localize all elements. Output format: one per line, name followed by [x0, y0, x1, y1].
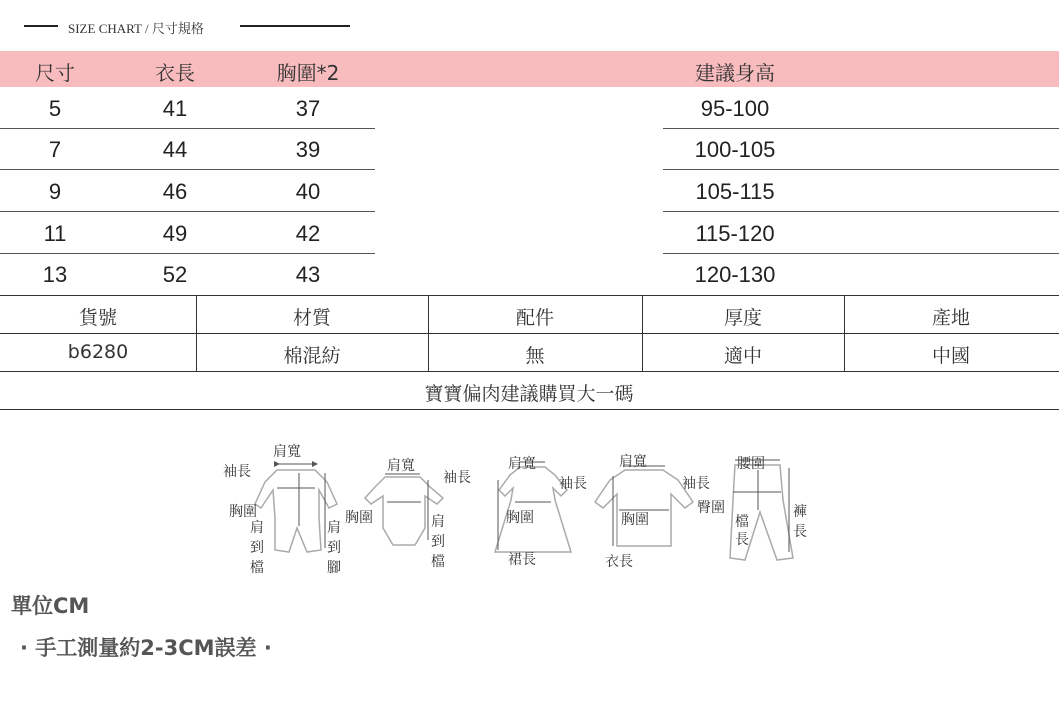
- size-advice-note: 寶寶偏肉建議購買大一碼: [424, 383, 634, 405]
- row-divider: [663, 211, 1059, 212]
- pants-hip-label: 臀圍: [697, 500, 725, 516]
- pants-length-char: 褲: [793, 504, 807, 520]
- romper-foot-char: 到: [327, 540, 341, 556]
- top-length-label: 衣長: [605, 554, 633, 570]
- measurement-diagram: [215, 440, 815, 580]
- size-advice-row: [0, 372, 1059, 410]
- chest-cell: 37: [295, 96, 321, 121]
- top-sleeve-label: 袖長: [682, 476, 710, 492]
- measurement-error-note: · 手工測量約2-3CM誤差 ·: [20, 636, 272, 660]
- column-divider: [196, 334, 197, 371]
- info-value-material: 棉混紡: [283, 345, 341, 367]
- info-header-item-no: 貨號: [78, 307, 118, 329]
- info-header-thickness: 厚度: [723, 307, 763, 329]
- column-divider: [642, 334, 643, 371]
- info-value-item-no: b6280: [67, 341, 129, 363]
- dress-length-label: 裙長: [508, 552, 536, 568]
- bodysuit-sleeve-label: 袖長: [443, 470, 471, 486]
- header-rule-right: [240, 25, 350, 27]
- column-divider: [844, 334, 845, 371]
- bodysuit-crotch-char: 肩: [431, 514, 445, 530]
- length-cell: 46: [162, 179, 188, 204]
- pants-length-char: 長: [793, 524, 807, 540]
- bodysuit-crotch-char: 檔: [431, 554, 445, 570]
- dress-shoulder-label: 肩寬: [508, 456, 536, 472]
- size-table-header: [0, 51, 1059, 87]
- romper-foot-char: 肩: [327, 520, 341, 536]
- size-cell: 11: [43, 221, 67, 246]
- chest-cell: 39: [295, 137, 321, 162]
- info-header-material: 材質: [292, 307, 332, 329]
- romper-sleeve-label: 袖長: [223, 464, 251, 480]
- top-shoulder-label: 肩寬: [619, 454, 647, 470]
- column-divider: [844, 296, 845, 333]
- length-cell: 41: [162, 96, 188, 121]
- column-divider: [428, 296, 429, 333]
- pants-waist-label: 腰圍: [737, 456, 765, 472]
- height-cell: 100-105: [694, 137, 776, 162]
- romper-shoulder-label: 肩寬: [273, 444, 301, 460]
- unit-label: 單位CM: [11, 594, 90, 618]
- info-header-origin: 產地: [931, 307, 971, 329]
- info-value-thickness: 適中: [723, 345, 763, 367]
- size-cell: 13: [42, 262, 68, 287]
- height-cell: 105-115: [695, 179, 775, 204]
- length-cell: 49: [162, 221, 188, 246]
- info-value-origin: 中國: [931, 345, 971, 367]
- size-cell: 5: [48, 96, 62, 121]
- size-cell: 7: [48, 137, 62, 162]
- col-header-chest: 胸圍*2: [276, 61, 340, 85]
- bodysuit-crotch-char: 到: [431, 534, 445, 550]
- col-header-height: 建議身高: [695, 61, 775, 85]
- height-cell: 95-100: [700, 96, 770, 121]
- info-header-row: [0, 296, 1059, 334]
- top-chest-label: 胸圍: [621, 512, 649, 528]
- header-rule-left: [24, 25, 58, 27]
- dress-sleeve-label: 袖長: [559, 476, 587, 492]
- col-header-length: 衣長: [155, 61, 195, 85]
- column-divider: [196, 296, 197, 333]
- romper-crotch-char: 到: [250, 540, 264, 556]
- table-row: [0, 171, 1059, 212]
- product-info-table: [0, 295, 1059, 410]
- romper-crotch-char: 肩: [250, 520, 264, 536]
- table-row: [0, 129, 1059, 170]
- row-divider: [0, 211, 375, 212]
- info-value-row: [0, 334, 1059, 372]
- info-value-accessory: 無: [525, 345, 545, 367]
- height-cell: 115-120: [695, 221, 775, 246]
- chest-cell: 42: [295, 221, 321, 246]
- column-divider: [642, 296, 643, 333]
- info-header-accessory: 配件: [515, 307, 555, 329]
- bodysuit-chest-label: 胸圍: [345, 510, 373, 526]
- row-divider: [663, 169, 1059, 170]
- pants-crotch-char: 檔: [735, 514, 749, 530]
- bodysuit-shoulder-label: 肩寬: [387, 458, 415, 474]
- romper-chest-label: 胸圍: [229, 504, 257, 520]
- pants-crotch-char: 長: [735, 532, 749, 548]
- romper-crotch-char: 檔: [250, 560, 264, 576]
- top-outline: [595, 470, 693, 546]
- size-chart-title: SIZE CHART / 尺寸規格: [68, 21, 204, 36]
- row-divider: [0, 169, 375, 170]
- dress-chest-label: 胸圍: [506, 510, 534, 526]
- table-row: [0, 88, 1059, 129]
- length-cell: 44: [162, 137, 188, 162]
- romper-foot-char: 腳: [327, 560, 341, 576]
- size-cell: 9: [48, 179, 62, 204]
- length-cell: 52: [162, 262, 188, 287]
- chest-cell: 40: [295, 179, 321, 204]
- chest-cell: 43: [295, 262, 321, 287]
- table-row: [0, 254, 1059, 295]
- table-row: [0, 213, 1059, 254]
- height-cell: 120-130: [694, 262, 776, 287]
- column-divider: [428, 334, 429, 371]
- col-header-size: 尺寸: [35, 61, 75, 85]
